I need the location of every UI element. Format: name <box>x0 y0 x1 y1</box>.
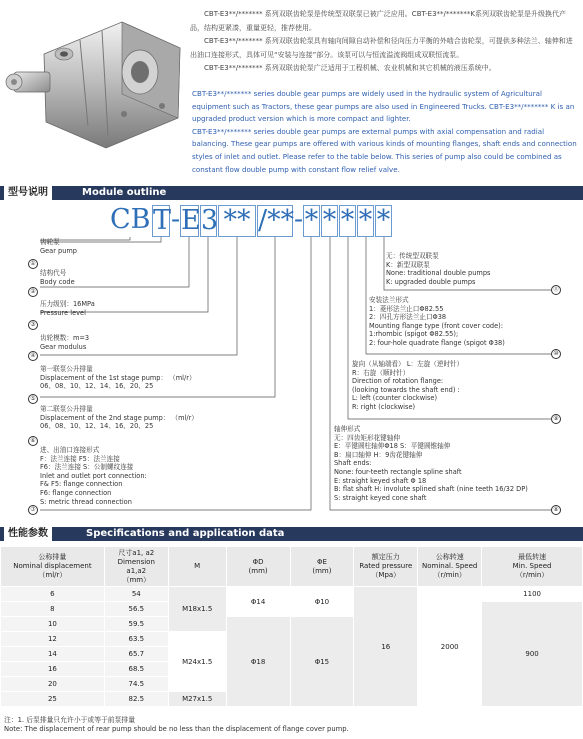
annotation-1 <box>40 238 77 255</box>
code-rotation: * <box>340 205 355 236</box>
annotation-line: B: flat shaft H: involute splined shaft (nine teeth 16/32 DP) <box>334 485 528 494</box>
cell-nominal-speed: 2000 <box>418 587 482 707</box>
cell-displacement: 6 <box>1 587 105 602</box>
header-line: 公称排量 <box>38 553 67 561</box>
marker-10: ⑩ <box>551 349 561 359</box>
annotation-line: 1:rhombic (spigot Φ82.55); <box>369 330 459 339</box>
code-shaft: * <box>322 205 337 236</box>
code-first-disp: ** <box>218 205 256 237</box>
header-line: (mm) <box>248 566 268 575</box>
cell-dimension: 56.5 <box>104 602 168 617</box>
header-line: ΦD <box>252 557 264 566</box>
header-d <box>226 547 290 587</box>
annotation-line: 旋向（从轴端看） L：左旋（逆时针） <box>352 360 464 368</box>
annotation-line: F& F5: flange connection <box>40 480 123 489</box>
table-row <box>1 587 583 602</box>
intro-en-para: CBT-E3**/******* series double gear pumps are external pumps with axial compensation and radial balancing. These gear pumps are offered with various kinds of mounting flanges, shaft ends and connection styles of inlet and outlet. Please refer to the table below. This series of pump also could be combined as constant flow double pump with constant flow relief valve. <box>192 126 577 174</box>
annotation-3 <box>40 300 95 317</box>
header-e <box>290 547 354 587</box>
header-nominal-speed <box>418 547 482 587</box>
annotation-line: Displacement of the 1st stage pump： （ml/r） <box>40 373 196 382</box>
cell-displacement: 25 <box>1 692 105 707</box>
annotation-line: None: traditional double pumps <box>386 269 491 278</box>
annotation-4 <box>40 334 89 351</box>
annotation-line: F6: flange connection <box>40 488 112 497</box>
code-port: * <box>304 205 319 236</box>
header-line: (mm) <box>312 566 332 575</box>
header-m <box>168 547 226 587</box>
header-line: Nominal. Speed <box>422 562 478 570</box>
annotation-5 <box>40 365 196 391</box>
module-outline-header <box>0 186 583 200</box>
header-line: 尺寸a1, a2 <box>118 548 155 557</box>
cell-dimension: 63.5 <box>104 632 168 647</box>
intro-cn-para: CBT-E3**/******* 系列双联齿轮泵是传统型双联泵已被广泛应用。CBT-E3**/*******K系列双联齿轮泵是升级换代产品，结构更紧凑，重量更轻，推荐使用。 <box>190 10 566 32</box>
annotation-line: 无：四齿矩形花键轴伸 <box>334 433 400 442</box>
cell-dimension: 65.7 <box>104 647 168 662</box>
note-en: Note: The displacement of rear pump should be no less than the displacement of flange cover pump. <box>4 725 349 733</box>
specs-title-en: Specifications and application data <box>86 528 285 539</box>
cell-dimension: 59.5 <box>104 617 168 632</box>
header-line: Dimension <box>117 557 155 566</box>
annotation-line: 06、08、10、12、14、16、20、25 <box>40 382 154 391</box>
header-line: Nominal displacement <box>13 562 92 570</box>
note-cn: 注：1. 后泵排量只允许小于或等于前泵排量 <box>4 716 135 724</box>
annotation-line: 安装法兰形式 <box>369 296 409 304</box>
cell-dimension: 82.5 <box>104 692 168 707</box>
cell-rated-pressure: 16 <box>354 587 418 707</box>
code-dash: - <box>171 204 181 235</box>
cell-d: Φ14 <box>226 587 290 617</box>
annotation-line: Displacement of the 2nd stage pump： （ml/r） <box>40 413 198 422</box>
specs-table <box>0 546 583 707</box>
annotation-8 <box>334 425 528 502</box>
marker-6: ⑥ <box>28 436 38 446</box>
cell-displacement: 10 <box>1 617 105 632</box>
annotation-line: K: upgraded double pumps <box>386 277 476 286</box>
module-title-en: Module outline <box>82 187 167 198</box>
annotation-line: 结构代号 <box>40 269 67 277</box>
header-line: （ml/r） <box>38 571 67 579</box>
annotation-line: 压力级别：16MPa <box>40 300 95 308</box>
cell-m: M18x1.5 <box>168 587 226 632</box>
table-header-row <box>1 547 583 587</box>
annotation-7 <box>40 446 147 506</box>
annotation-line: L: left (counter clockwise) <box>352 394 438 403</box>
marker-1: ① <box>28 259 38 269</box>
header-displacement <box>1 547 105 587</box>
module-title-cn: 型号说明 <box>4 186 52 200</box>
annotation-line: F：法兰连接 F5：法兰连接 <box>40 454 120 463</box>
header-line: M <box>194 562 201 570</box>
cell-e: Φ10 <box>290 587 354 617</box>
header-line: （Mpa） <box>371 571 401 579</box>
annotation-line: K：新型双联泵 <box>386 260 430 269</box>
intro-english <box>192 88 578 176</box>
annotation-line: 2：四孔方形法兰止口Φ38 <box>369 313 447 322</box>
code-3: 3 <box>201 205 219 236</box>
annotation-line: Gear pump <box>40 246 77 255</box>
cell-displacement: 14 <box>1 647 105 662</box>
annotation-2 <box>40 269 75 286</box>
marker-11: ⑪ <box>552 286 559 293</box>
annotation-line: 轴伸形式 <box>334 425 361 433</box>
marker-5: ⑤ <box>28 394 38 404</box>
annotation-line: Mounting flange type (front cover code): <box>369 321 503 330</box>
header-line: a1,a2 <box>126 566 147 575</box>
cell-d: Φ18 <box>226 617 290 707</box>
specs-title-cn: 性能参数 <box>4 527 52 541</box>
annotation-line: 2: four-hole quadrate flange (spigot Φ38) <box>369 338 505 347</box>
annotation-line: Body code <box>40 277 75 286</box>
code-flange: * <box>358 205 373 236</box>
code-cb: CB <box>110 204 151 235</box>
cell-displacement: 12 <box>1 632 105 647</box>
header-dimension <box>104 547 168 587</box>
header-line: （r/min） <box>515 571 549 579</box>
code-e: E <box>181 205 201 236</box>
header-line: 公称转速 <box>435 553 464 561</box>
annotation-line: Gear modulus <box>40 342 87 351</box>
annotation-line: R: right (clockwise) <box>352 402 416 411</box>
intro-en-para: CBT-E3**/******* series double gear pumps are widely used in the hydraulic system of Agricultural equipment such as Tractors, these gear pumps are also used in Engineered Trucks. CBT-E3**/******* K is an upgraded product version which is more compact and lighter. <box>192 89 575 124</box>
annotation-line: Direction of rotation flange: <box>352 377 444 386</box>
marker-4: ④ <box>28 351 38 361</box>
marker-9: ⑨ <box>551 414 561 424</box>
annotation-line: Shaft ends: <box>334 459 372 468</box>
cell-dimension: 74.5 <box>104 677 168 692</box>
code-dash: - <box>294 204 304 235</box>
header-rated-pressure <box>354 547 418 587</box>
annotation-9 <box>352 360 463 412</box>
gear-pump-image <box>2 2 192 152</box>
cell-min-speed: 1100 <box>482 587 583 602</box>
cell-displacement: 16 <box>1 662 105 677</box>
annotation-line: 第一联泵公升排量 <box>40 365 93 373</box>
annotation-line: 进、出油口连接形式 <box>40 446 100 454</box>
cell-m: M24x1.5 <box>168 632 226 692</box>
annotation-line: Pressure level <box>40 308 86 317</box>
annotation-line: 无：传统型双联泵 <box>386 252 439 260</box>
cell-dimension: 68.5 <box>104 662 168 677</box>
annotation-line: S: metric thread connection <box>40 497 132 506</box>
header-line: （mm） <box>122 575 151 584</box>
annotation-line: R：右旋（顺时针） <box>352 368 410 377</box>
annotation-line: 06、08、10、12、14、16、20、25 <box>40 422 154 431</box>
annotation-line: E: straight keyed shaft Φ 18 <box>334 476 427 485</box>
annotation-line: 齿轮泵 <box>40 238 60 246</box>
intro-chinese <box>190 8 578 76</box>
header-min-speed <box>482 547 583 587</box>
header-line: ΦE <box>316 557 327 566</box>
annotation-line: B：扁口轴伸 H：9齿花键轴伸 <box>334 450 423 459</box>
cell-dimension: 54 <box>104 587 168 602</box>
annotation-line: E：平键圆柱轴伸Φ18 S：平键圆锥轴伸 <box>334 442 451 451</box>
marker-8: ⑧ <box>551 505 561 515</box>
annotation-line: 1：菱形法兰止口Φ82.55 <box>369 304 444 313</box>
annotation-line: None: four-teeth rectangle spline shaft <box>334 467 462 476</box>
marker-3: ③ <box>28 320 38 330</box>
intro-cn-para: CBT-E3**/******* 系列双联齿轮泵广泛适用于工程机械、农业机械和其它机械的液压系统中。 <box>204 64 496 73</box>
header-line: Rated pressure <box>359 562 413 570</box>
code-second-disp: /** <box>258 205 295 236</box>
annotation-line: 第二联泵公升排量 <box>40 405 93 413</box>
annotation-10 <box>369 296 505 348</box>
code-t: T <box>153 205 172 236</box>
header-line: （r/min） <box>433 571 466 579</box>
code-version: * <box>376 205 391 236</box>
header-line: 额定压力 <box>371 553 400 561</box>
specs-header <box>0 527 583 541</box>
header-line: 最低转速 <box>518 553 547 561</box>
cell-displacement: 20 <box>1 677 105 692</box>
header-line: Min. Speed <box>512 562 552 570</box>
annotation-line: (looking towards the shaft end) : <box>352 385 460 394</box>
annotation-line: 齿轮模数：m=3 <box>40 334 90 342</box>
annotation-line: S: straight keyed cone shaft <box>334 493 427 502</box>
cell-m: M27x1.5 <box>168 692 226 707</box>
marker-7: ⑦ <box>28 505 38 515</box>
cell-displacement: 8 <box>1 602 105 617</box>
marker-2: ② <box>28 287 38 297</box>
cell-e: Φ15 <box>290 617 354 707</box>
annotation-11 <box>386 252 490 286</box>
cell-min-speed: 900 <box>482 602 583 707</box>
annotation-line: F6：法兰连接 S：公制螺纹连接 <box>40 463 134 472</box>
intro-cn-para: CBT-E3**/******* 系列双联齿轮泵具有轴向间隙自动补偿和径向压力平衡的外啮合齿轮泵，可提供多种法兰、轴伸和进出油口连接形式，具体可见“安装与连接”部分。该泵可以与恒流溢流阀组成双联恒流泵。 <box>190 37 573 59</box>
annotation-6 <box>40 405 198 431</box>
annotation-line: Inlet and outlet port connection: <box>40 471 147 480</box>
